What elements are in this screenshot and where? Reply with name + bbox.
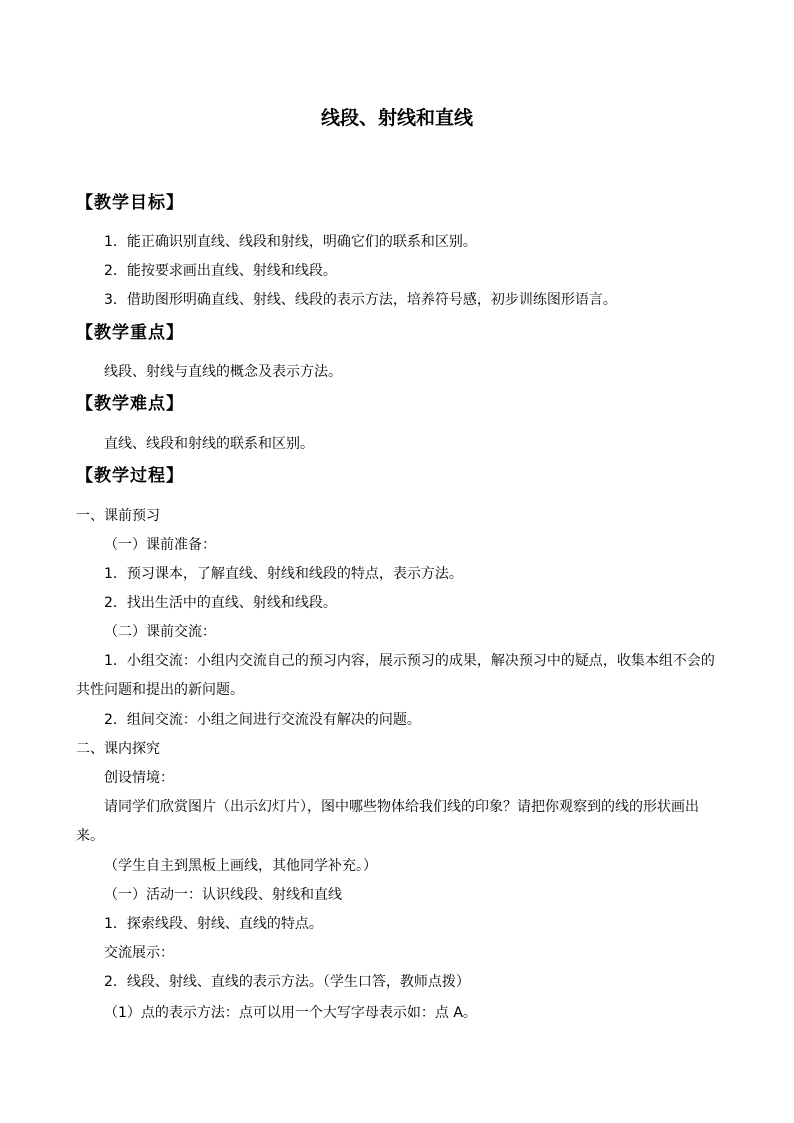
goal-item-3: 3．借助图形明确直线、射线、线段的表示方法，培养符号感，初步训练图形语言。 (104, 292, 617, 308)
part1-sub2-item-1: 1．小组交流：小组内交流自己的预习内容，展示预习的成果，解决预习中的疑点，收集本组不会的共性问题和提出的新问题。 (76, 653, 715, 698)
key-points-text: 线段、射线与直线的概念及表示方法。 (104, 364, 342, 380)
part2-step-1: 1．探索线段、射线、直线的特点。 (104, 916, 323, 932)
part2-share: 交流展示： (104, 945, 174, 961)
part2-prompt: 请同学们欣赏图片（出示幻灯片），图中哪些物体给我们线的印象？请把你观察到的线的形状画出来。 (76, 799, 699, 844)
part2-step-2: 2．线段、射线、直线的表示方法。（学生口答，教师点拨） (104, 974, 470, 990)
goal-item-1: 1．能正确识别直线、线段和射线，明确它们的联系和区别。 (104, 234, 477, 250)
part2-point: （1）点的表示方法：点可以用一个大写字母表示如：点 A。 (104, 1005, 477, 1021)
part1-sub2: （二）课前交流： (104, 624, 216, 640)
part1-sub1-item-1: 1．预习课本，了解直线、射线和线段的特点，表示方法。 (104, 566, 463, 582)
part2-activity: （一）活动一：认识线段、射线和直线 (104, 887, 342, 903)
key-points-heading: 【教学重点】 (76, 323, 184, 343)
goals-heading: 【教学目标】 (76, 193, 184, 213)
goal-item-2: 2．能按要求画出直线、射线和线段。 (104, 263, 337, 279)
part2-title: 二、课内探究 (76, 741, 160, 757)
difficulty-text: 直线、线段和射线的联系和区别。 (104, 436, 314, 452)
document-title: 线段、射线和直线 (320, 107, 473, 129)
part1-sub1: （一）课前准备： (104, 537, 216, 553)
part1-sub2-item-2: 2．组间交流：小组之间进行交流没有解决的问题。 (104, 712, 421, 728)
process-heading: 【教学过程】 (76, 466, 184, 486)
part2-note: （学生自主到黑板上画线，其他同学补充。） (104, 858, 377, 874)
difficulty-heading: 【教学难点】 (76, 394, 184, 414)
part1-title: 一、课前预习 (76, 508, 160, 524)
part1-sub1-item-2: 2．找出生活中的直线、射线和线段。 (104, 595, 337, 611)
part2-scene: 创设情境： (104, 770, 174, 786)
